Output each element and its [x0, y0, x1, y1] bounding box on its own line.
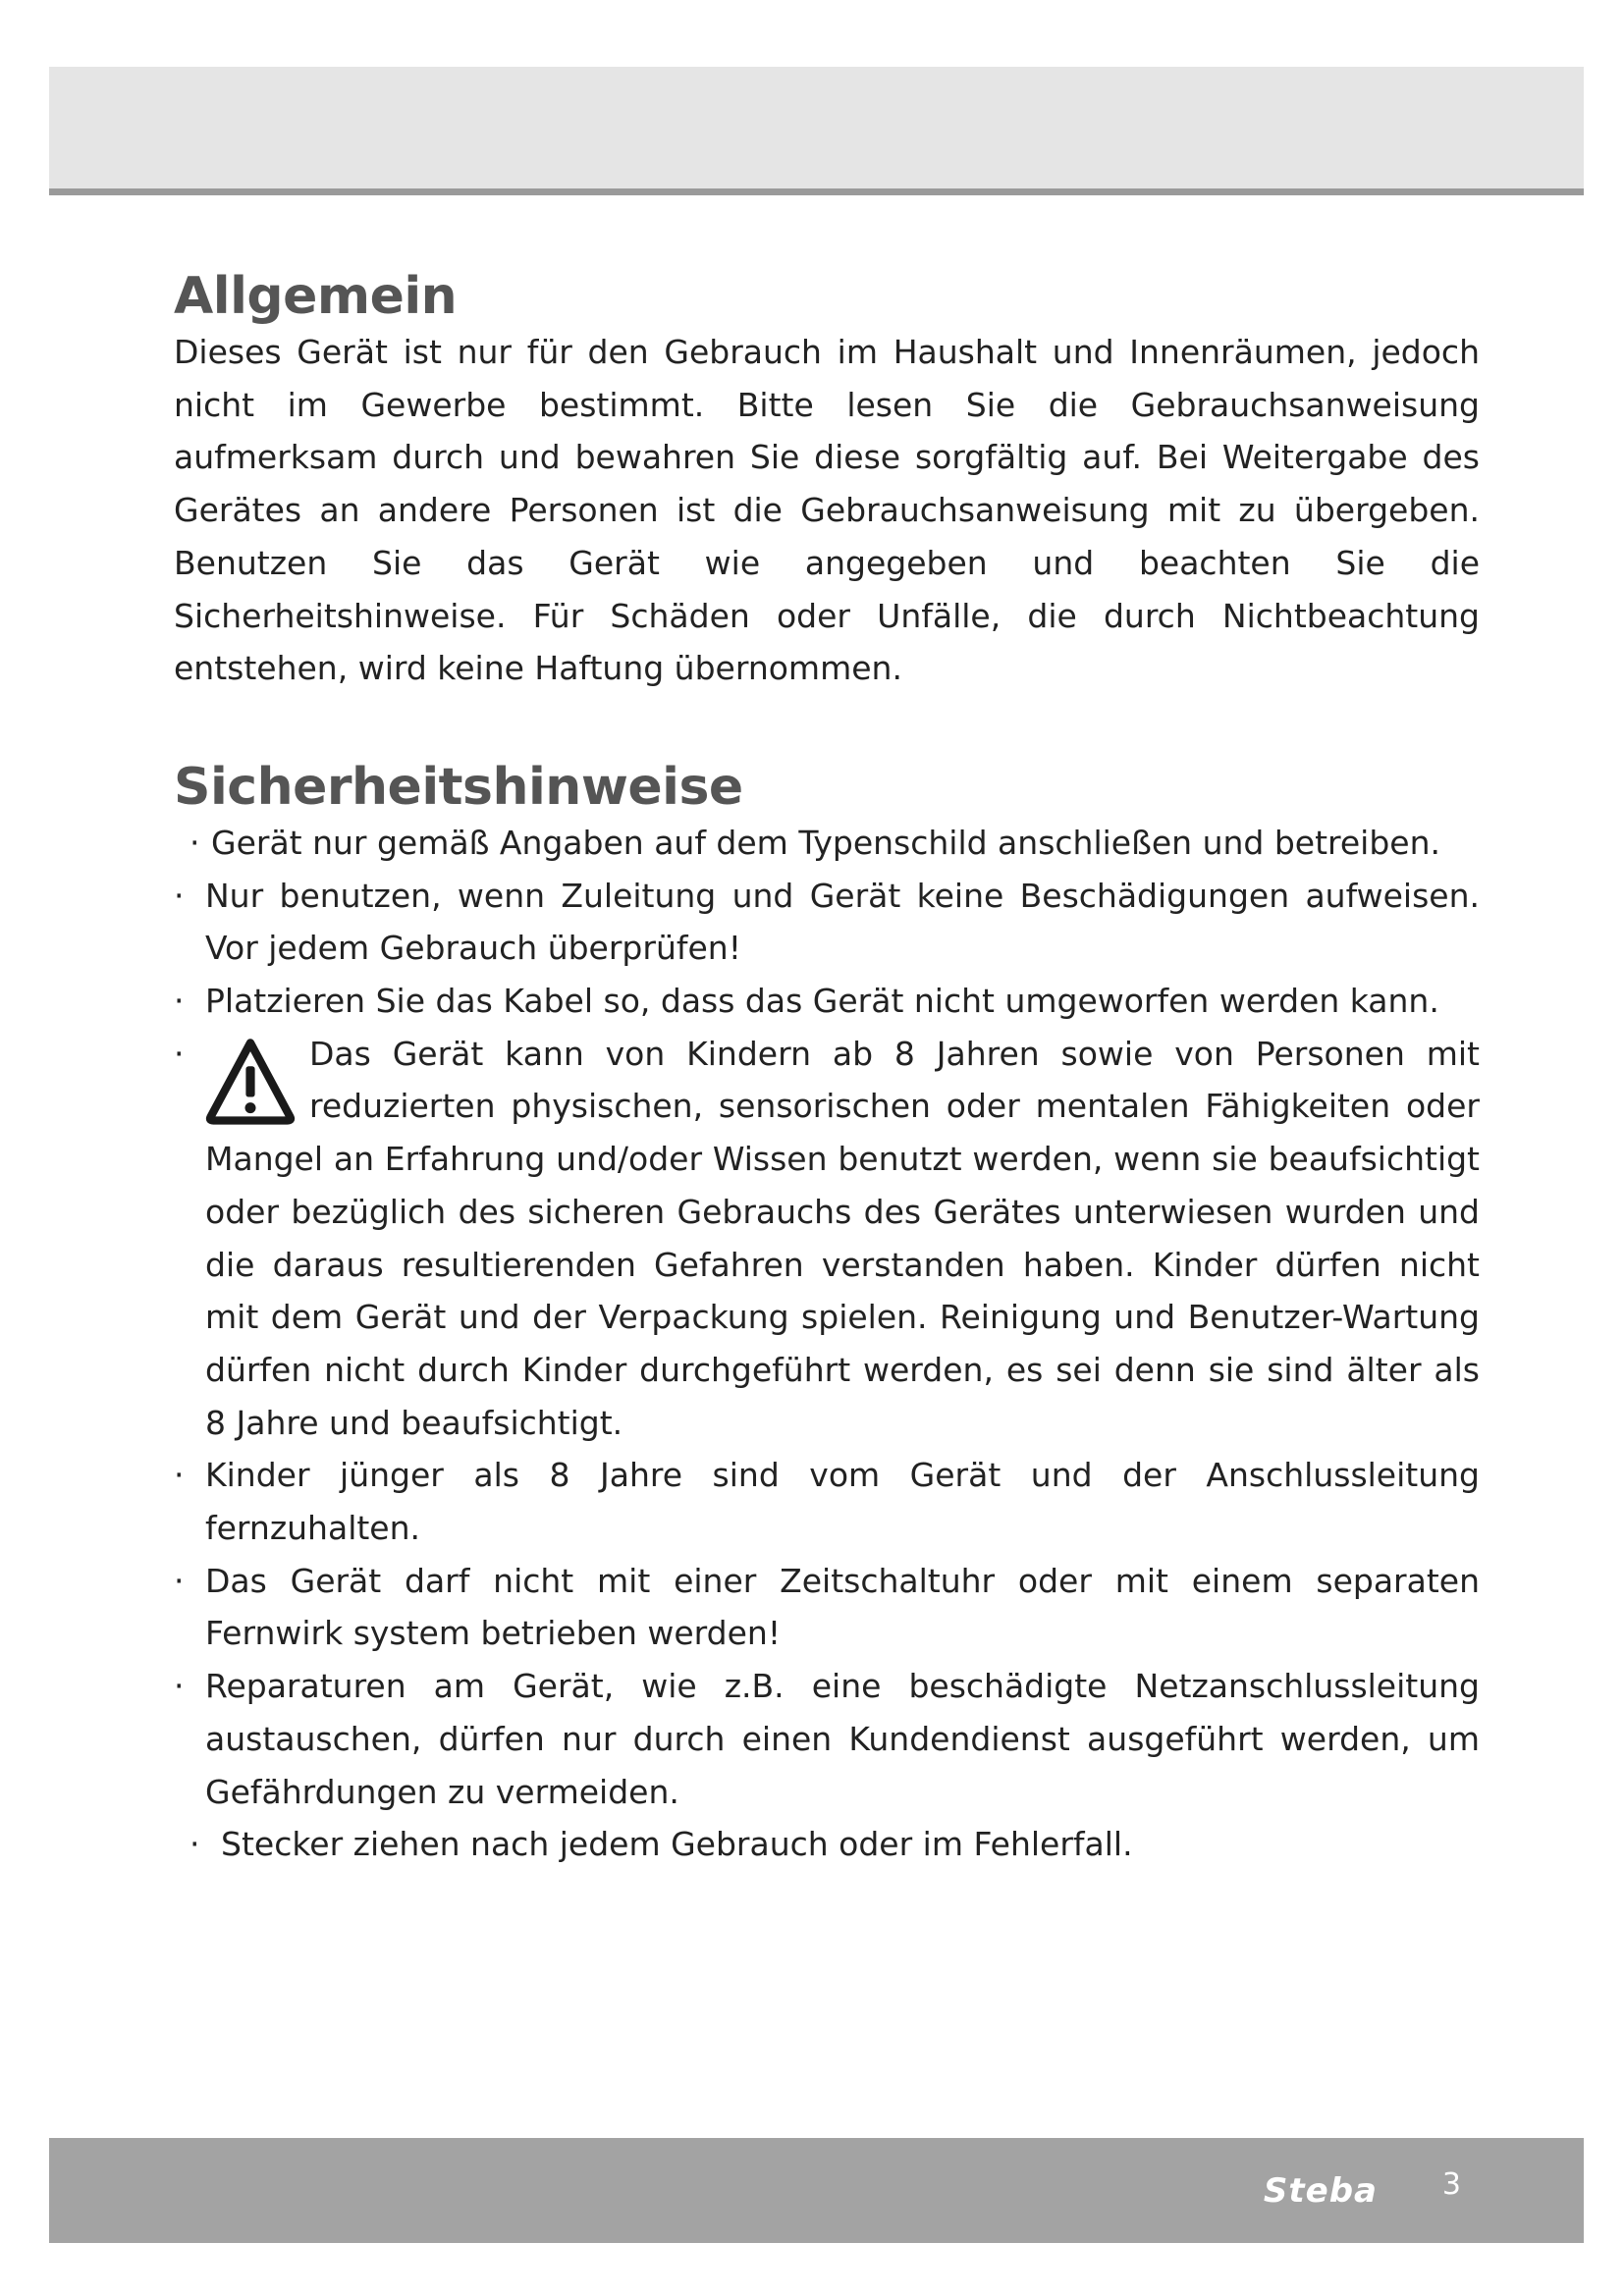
list-item	[174, 1449, 1480, 1554]
bullet-dot: ·	[174, 982, 185, 1021]
list-item	[174, 1660, 1480, 1818]
heading-general: Allgemein	[174, 267, 458, 326]
bullet-dot: ·	[189, 823, 200, 862]
list-item-text: Reparaturen am Gerät, wie z.B. eine beschädigte Netzanschlussleitung austauschen, dürfen nur durch einen Kundendienst ausgeführt werden, um Gefährdungen zu vermeiden.	[205, 1667, 1480, 1811]
list-item-text: Platzieren Sie das Kabel so, dass das Gerät nicht umgeworfen werden kann.	[205, 982, 1439, 1021]
footer-band	[49, 2138, 1584, 2243]
bullet-dot: ·	[174, 1456, 185, 1495]
brand-logo: Steba	[1263, 2171, 1378, 2211]
list-item	[174, 870, 1480, 975]
bullet-dot: ·	[174, 876, 185, 915]
list-item-text: Stecker ziehen nach jedem Gebrauch oder im Fehlerfall.	[221, 1825, 1133, 1864]
section-general	[174, 267, 1480, 695]
bullet-dot: ·	[174, 1034, 185, 1073]
list-item	[174, 975, 1480, 1028]
header-band	[49, 67, 1584, 195]
section-safety	[174, 758, 1480, 1871]
list-item-text: Nur benutzen, wenn Zuleitung und Gerät keine Beschädigungen aufweisen. Vor jedem Gebrauch überprüfen!	[205, 876, 1480, 968]
page-number: 3	[1441, 2167, 1461, 2202]
list-item	[174, 1555, 1480, 1660]
bullet-dot: ·	[174, 1667, 185, 1706]
warning-triangle-icon	[205, 1036, 296, 1126]
list-item-warning	[174, 1028, 1480, 1450]
page-content	[174, 267, 1480, 1871]
heading-safety: Sicherheitshinweise	[174, 757, 743, 817]
list-item-text: Gerät nur gemäß Angaben auf dem Typenschild anschließen und betreiben.	[211, 823, 1441, 862]
list-item-text: Das Gerät kann von Kindern ab 8 Jahren sowie von Personen mit reduzierten physischen, sensorischen oder mentalen Fähigkeiten oder Mangel an Erfahrung und/oder Wissen benutzt werden, wenn sie beaufsichtigt oder bezüglich des sicheren Gebrauchs des Gerätes unterwiesen wurden und die daraus resultierenden Gefahren verstanden haben. Kinder dürfen nicht mit dem Gerät und der Verpackung spielen. Reinigung und Benutzer-Wartung dürfen nicht durch Kinder durchgeführt werden, es sei denn sie sind älter als 8 Jahre und beaufsichtigt.	[205, 1034, 1480, 1442]
list-item	[174, 1818, 1480, 1871]
general-paragraph: Dieses Gerät ist nur für den Gebrauch im Haushalt und Innenräumen, jedoch nicht im Gewerbe bestimmt. Bitte lesen Sie die Gebrauchsanweisung aufmerksam durch und bewahren Sie diese sorgfältig auf. Bei Weitergabe des Gerätes an andere Personen ist die Gebrauchsanweisung mit zu übergeben. Benutzen Sie das Gerät wie angegeben und beachten Sie die Sicherheitshinweise. Für Schäden oder Unfälle, die durch Nichtbeachtung entstehen, wird keine Haftung übernommen.	[174, 333, 1480, 688]
list-item-text: Das Gerät darf nicht mit einer Zeitschaltuhr oder mit einem separaten Fernwirk system betrieben werden!	[205, 1561, 1480, 1653]
safety-list	[174, 817, 1480, 1871]
bullet-dot: ·	[189, 1825, 200, 1864]
bullet-dot: ·	[174, 1561, 185, 1600]
list-item-text: Kinder jünger als 8 Jahre sind vom Gerät und der Anschlussleitung fernzuhalten.	[205, 1456, 1480, 1548]
list-item	[174, 817, 1480, 870]
